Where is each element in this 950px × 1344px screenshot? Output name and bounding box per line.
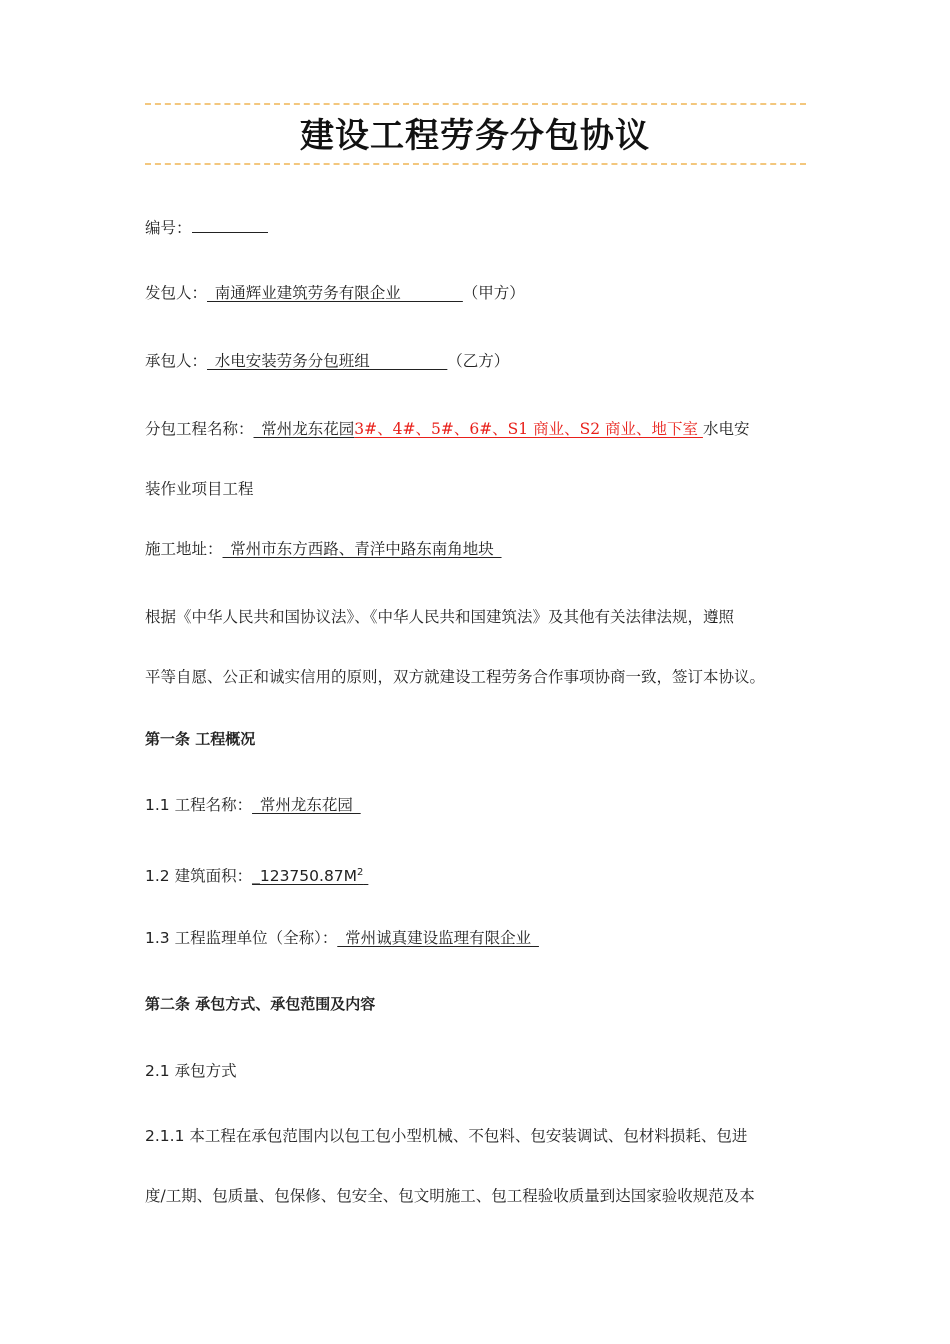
clause-1-2 [145, 861, 807, 888]
intro-paragraph-line-2: 平等自愿、公正和诚实信用的原则，双方就建设工程劳务合作事项协商一致，签订本协议。 [145, 668, 766, 686]
employer-value: _南通辉业建筑劳务有限企业________ [207, 284, 463, 302]
clause-2-1-1-line-2: 度/工期、包质量、包保修、包安全、包文明施工、包工程验收质量到达国家验收规范及本 [145, 1187, 755, 1205]
project-name-line [145, 417, 807, 441]
clause-2-1-1-line-1 [145, 1124, 807, 1148]
clause-1-2-number: 1.2 [145, 867, 170, 886]
employer-line [145, 281, 807, 305]
article-1-heading: 第一条 工程概况 [145, 730, 256, 748]
clause-1-3-number: 1.3 [145, 929, 170, 947]
clause-2-1-number: 2.1 [145, 1062, 170, 1080]
title-bottom-divider [145, 163, 806, 165]
clause-1-2-value: _123750.87M [252, 867, 358, 886]
article-2-heading: 第二条 承包方式、承包范围及内容 [145, 995, 376, 1013]
title-top-divider [145, 103, 806, 105]
serial-number-line [145, 216, 807, 240]
clause-1-2-value-wrap [252, 867, 368, 885]
contractor-value: _水电安装劳务分包班组__________ [207, 352, 448, 370]
clause-1-1-label: 工程名称： [169, 796, 253, 814]
serial-label: 编号： [145, 219, 192, 237]
address-label: 施工地址： [145, 540, 223, 558]
project-value-b: 3#、4#、5#、6#、S1 商业、S2 商业、地下室 [354, 420, 698, 438]
employer-label: 发包人： [145, 284, 208, 302]
clause-2-1-1-text: 本工程在承包范围内以包工包小型机械、不包料、包安装调试、包材料损耗、包进 [184, 1127, 748, 1145]
address-value: _常州市东方西路、青洋中路东南角地块_ [222, 540, 502, 558]
clause-1-3-value: _常州诚真建设监理有限企业_ [337, 929, 539, 947]
project-suffix: 水电安 [702, 420, 750, 438]
address-line [145, 537, 807, 561]
project-value-a: _常州龙东花园 [253, 420, 355, 438]
contractor-label: 承包人： [145, 352, 208, 370]
project-name-continuation: 装作业项目工程 [145, 480, 254, 498]
clause-2-1 [145, 1059, 807, 1083]
project-label: 分包工程名称： [145, 420, 254, 438]
clause-1-1 [145, 793, 807, 817]
intro-paragraph-line-1: 根据《中华人民共和国协议法》、《中华人民共和国建筑法》及其他有关法律法规，遵照 [145, 608, 735, 626]
clause-1-3-label: 工程监理单位（全称）： [169, 929, 338, 947]
clause-2-1-1-number: 2.1.1 [145, 1127, 185, 1145]
clause-1-2-label: 建筑面积： [169, 867, 253, 886]
clause-1-3 [145, 926, 807, 950]
clause-1-1-number: 1.1 [145, 796, 170, 814]
clause-1-2-superscript: 2 [357, 867, 364, 878]
clause-2-1-label: 承包方式 [169, 1062, 237, 1080]
document-title: 建设工程劳务分包协议 [300, 116, 650, 156]
serial-blank[interactable] [192, 218, 268, 233]
clause-1-1-value: _常州龙东花园_ [252, 796, 361, 814]
employer-suffix: （甲方） [462, 284, 525, 302]
contractor-line [145, 349, 807, 373]
contractor-suffix: （乙方） [447, 352, 510, 370]
